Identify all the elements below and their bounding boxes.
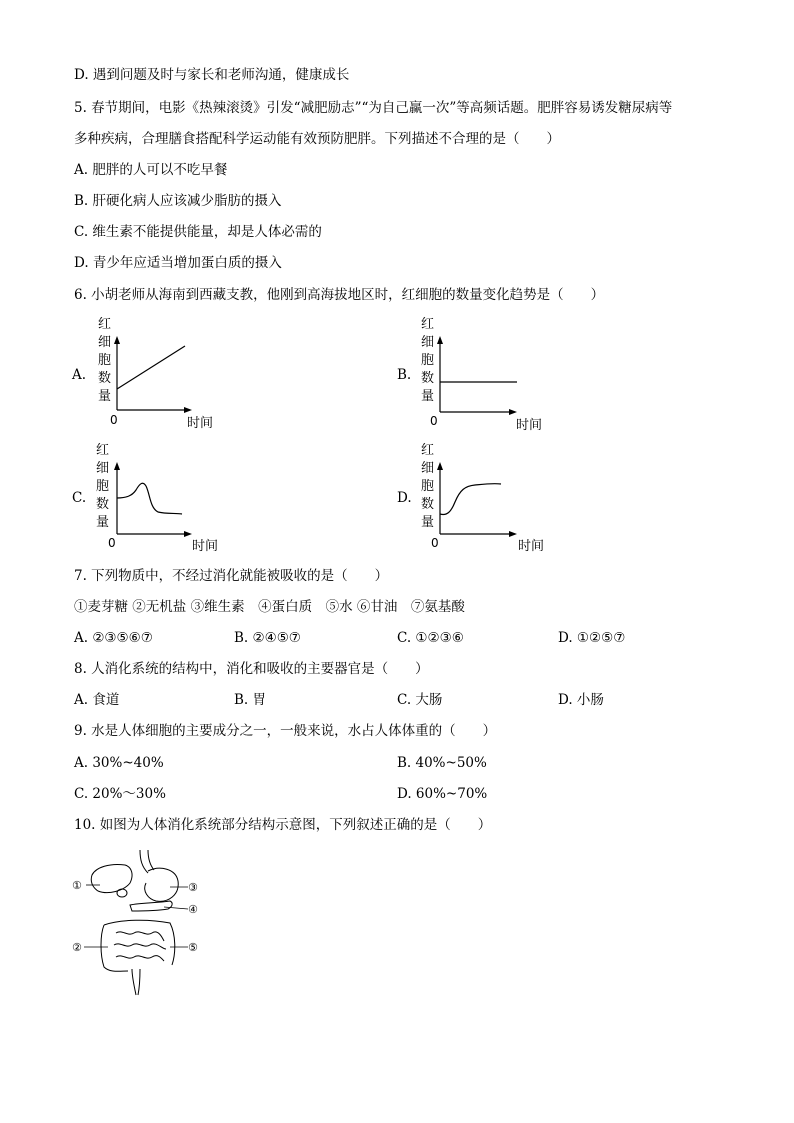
x-arrow: [509, 531, 517, 537]
q4-option-d: D. 遇到问题及时与家长和老师沟通，健康成长: [74, 67, 350, 83]
rectum-outline: [138, 969, 140, 995]
x-axis-label: 时间: [516, 418, 543, 433]
y-char: 胞: [421, 353, 435, 368]
origin-label: 0: [108, 536, 116, 550]
q6-graph-a: [90, 312, 250, 437]
q5-option-d: D. 青少年应适当增加蛋白质的摄入: [74, 255, 282, 271]
origin-label: 0: [431, 536, 439, 550]
y-char: 胞: [421, 479, 435, 494]
large-intestine-outline: [101, 925, 128, 971]
q9-option-a: A. 30%~40%: [74, 755, 164, 771]
stomach-outline: [145, 868, 178, 901]
q7-items: ①麦芽糖 ②无机盐 ③维生素 ④蛋白质 ⑤水 ⑥甘油 ⑦氨基酸: [74, 599, 465, 615]
liver-outline: [91, 864, 132, 892]
q7-option-b: B. ②④⑤⑦: [234, 630, 301, 646]
y-char: 量: [96, 515, 110, 530]
y-char: 数: [98, 371, 112, 386]
origin-label: 0: [110, 413, 118, 427]
q6-graph-c: [90, 434, 250, 559]
figure-label-2: ②: [72, 941, 82, 954]
y-char: 胞: [96, 479, 110, 494]
trend-curve: [440, 484, 501, 515]
origin-label: 0: [430, 414, 438, 428]
q7-option-c: C. ①②③⑥: [397, 630, 464, 646]
x-arrow: [509, 409, 517, 415]
q8-option-c: C. 大肠: [397, 692, 443, 708]
q8-option-a: A. 食道: [74, 692, 120, 708]
q8-option-b: B. 胃: [234, 692, 267, 708]
y-char: 细: [421, 461, 435, 476]
q5-option-b: B. 肝硬化病人应该减少脂肪的摄入: [74, 193, 282, 209]
y-char: 胞: [98, 353, 112, 368]
figure-label-4: ④: [188, 903, 198, 916]
q9-stem: 9. 水是人体细胞的主要成分之一，一般来说，水占人体体重的（ ）: [74, 723, 497, 739]
y-char: 细: [98, 335, 112, 350]
q6-graph-d: [415, 434, 575, 559]
gallbladder-outline: [117, 889, 127, 897]
trend-curve: [117, 346, 185, 389]
y-arrow: [437, 462, 443, 470]
q7-option-a: A. ②③⑤⑥⑦: [74, 630, 153, 646]
q8-stem: 8. 人消化系统的结构中，消化和吸收的主要器官是（ ）: [74, 661, 429, 677]
q5-stem-line2: 多种疾病，合理膳食搭配科学运动能有效预防肥胖。下列描述不合理的是（ ）: [74, 131, 560, 147]
q10-stem: 10. 如图为人体消化系统部分结构示意图，下列叙述正确的是（ ）: [74, 817, 492, 833]
y-arrow: [437, 336, 443, 344]
esophagus-outline: [148, 850, 154, 870]
y-char: 数: [421, 497, 435, 512]
q6-graph-a-letter: A.: [72, 367, 87, 383]
x-axis-label: 时间: [518, 539, 545, 554]
y-char: 细: [421, 335, 435, 350]
y-char: 红: [421, 317, 435, 332]
small-intestine-outline: [114, 944, 166, 949]
q9-option-d: D. 60%~70%: [397, 786, 488, 802]
small-intestine-outline: [116, 932, 164, 941]
q6-graph-c-letter: C.: [72, 490, 87, 506]
figure-label-3: ③: [188, 881, 198, 894]
y-char: 红: [96, 443, 110, 458]
q6-graph-b: [415, 312, 575, 437]
y-char: 数: [421, 371, 435, 386]
small-intestine-outline: [116, 956, 164, 961]
q7-option-d: D. ①②⑤⑦: [558, 630, 626, 646]
q9-option-c: C. 20%～30%: [74, 786, 166, 802]
q6-graph-b-letter: B.: [397, 367, 412, 383]
x-axis-label: 时间: [192, 539, 219, 554]
esophagus-outline: [140, 850, 148, 873]
y-arrow: [114, 336, 120, 344]
trend-curve: [117, 483, 182, 514]
q6-graph-d-letter: D.: [397, 490, 412, 506]
q5-stem-line1: 5. 春节期间，电影《热辣滚烫》引发“减肥励志”“为自己赢一次”等高频话题。肥胖容易诱发糖尿病等: [74, 100, 673, 116]
y-arrow: [114, 462, 120, 470]
y-char: 量: [98, 389, 112, 404]
y-char: 细: [96, 461, 110, 476]
x-arrow: [184, 531, 192, 537]
q6-stem: 6. 小胡老师从海南到西藏支教，他刚到高海拔地区时，红细胞的数量变化趋势是（ ）: [74, 287, 605, 303]
y-char: 红: [98, 317, 112, 332]
y-char: 数: [96, 497, 110, 512]
figure-label-1: ①: [72, 879, 82, 892]
q9-option-b: B. 40%~50%: [397, 755, 487, 771]
x-axis-label: 时间: [187, 416, 214, 431]
y-char: 量: [421, 389, 435, 404]
pancreas-outline: [130, 901, 172, 911]
q5-option-c: C. 维生素不能提供能量，却是人体必需的: [74, 224, 322, 240]
x-arrow: [184, 407, 192, 413]
q5-option-a: A. 肥胖的人可以不吃早餐: [74, 162, 228, 178]
figure-label-5: ⑤: [188, 941, 198, 954]
digestive-system-figure: [70, 845, 220, 1000]
rectum-outline: [132, 969, 136, 995]
y-char: 红: [421, 443, 435, 458]
q7-stem: 7. 下列物质中，不经过消化就能被吸收的是（ ）: [74, 568, 389, 584]
large-intestine-outline: [104, 920, 175, 965]
y-char: 量: [421, 515, 435, 530]
q8-option-d: D. 小肠: [558, 692, 604, 708]
